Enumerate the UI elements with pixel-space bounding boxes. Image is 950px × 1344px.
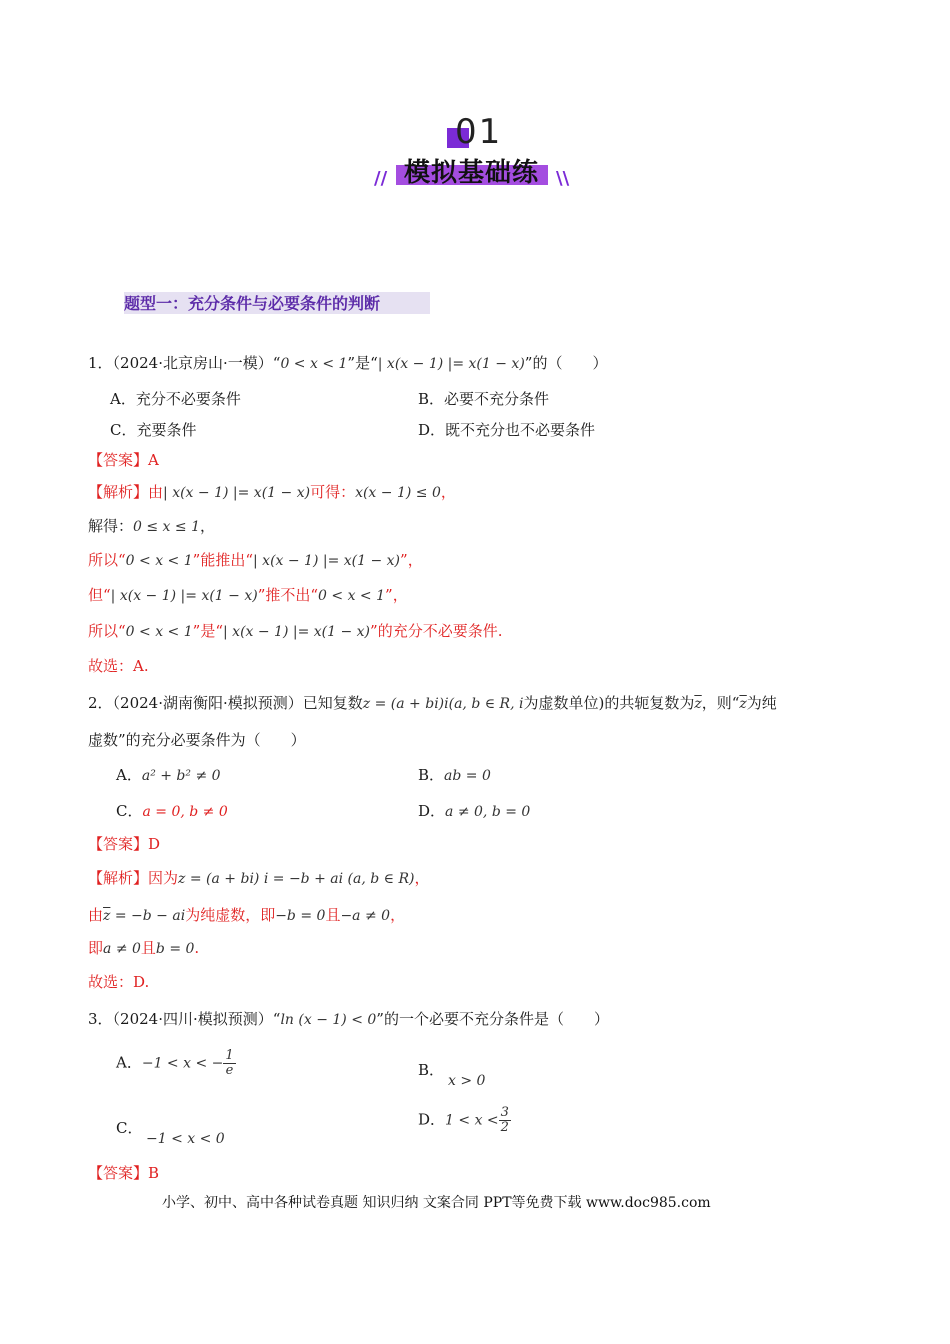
question-1: 1．（2024·北京房山·一模）“0 < x < 1”是“| x(x − 1) |= x(1 − x)”的（ ） (88, 354, 608, 372)
q1-option-d: D．既不充分也不必要条件 (418, 421, 596, 439)
fraction-1-over-e: $\frac{1}{e}$ (225, 1048, 234, 1078)
q2-explanation-2: 由$\overline{z} = -b$ − ai为纯虚数，即−b = 0且−a ≠ 0， (88, 906, 406, 924)
q2-option-b: B．ab = 0 (418, 766, 491, 784)
q2-option-c: C．a = 0, b ≠ 0 (116, 802, 228, 820)
question-3: 3．（2024·四川·模拟预测）“ln (x − 1) < 0”的一个必要不充分条件是（ ） (88, 1010, 609, 1028)
q1-option-c: C．充要条件 (110, 421, 197, 439)
question-2: 2．（2024·湖南衡阳·模拟预测）已知复数z = (a + bi)i(a, b ∈ R, i为虚数单位)的共轭复数为$\overline{z}$，则“$\overline{z}$为纯 (88, 694, 777, 712)
q3-option-c: −1 < x < 0 (146, 1131, 225, 1147)
q1-explanation-5: 所以“0 < x < 1”是“| x(x − 1) |= x(1 − x)”的充分不必要条件. (88, 622, 503, 640)
q2-conclusion: 故选：D. (88, 973, 150, 991)
q1-option-a: A．充分不必要条件 (110, 390, 241, 408)
q1-explanation-2: 解得：0 ≤ x ≤ 1， (88, 517, 216, 535)
q2-explanation-1: 【解析】因为z = (a + bi) i = −b + ai (a, b ∈ R)， (88, 869, 430, 887)
q2-option-d: D．a ≠ 0, b = 0 (418, 802, 531, 820)
q3-option-c-label: C． (116, 1119, 143, 1137)
q1-option-b: B．必要不充分条件 (418, 390, 550, 408)
section-number: 01 (455, 112, 503, 152)
q2-explanation-3: 即a ≠ 0且b = 0. (88, 939, 200, 957)
q1-conclusion: 故选：A. (88, 657, 149, 675)
q1-explanation-3: 所以“0 < x < 1”能推出“| x(x − 1) |= x(1 − x)”， (88, 551, 423, 569)
q3-answer: 【答案】B (88, 1164, 160, 1182)
question-2-line-2: 虚数”的充分必要条件为（ ） (88, 731, 306, 749)
page-title: 模拟基础练 (404, 158, 540, 188)
q1-explanation-4: 但“| x(x − 1) |= x(1 − x)”推不出“0 < x < 1”， (88, 586, 408, 604)
q2-answer: 【答案】D (88, 835, 161, 853)
page-footer: 小学、初中、高中各种试卷真题 知识归纳 文案合同 PPT等免费下载 www.doc985.com (162, 1195, 711, 1211)
q3-option-a: A．−1 < x < − $\frac{1}{e}$ (116, 1048, 234, 1078)
right-slash-decoration: \\ (556, 168, 570, 189)
q3-option-b-label: B． (418, 1061, 445, 1079)
q2-option-a: A．a² + b² ≠ 0 (116, 766, 221, 784)
q3-option-b: x > 0 (448, 1073, 486, 1089)
q3-option-d: D．1 < x < $\frac{3}{2}$ (418, 1105, 509, 1135)
fraction-3-over-2: $\frac{3}{2}$ (500, 1105, 509, 1135)
q1-explanation-1: 【解析】由| x(x − 1) |= x(1 − x)可得：x(x − 1) ≤ 0， (88, 483, 456, 501)
left-slash-decoration: // (374, 168, 388, 189)
section-title: 题型一：充分条件与必要条件的判断 (124, 294, 381, 313)
q1-answer: 【答案】A (88, 451, 159, 469)
